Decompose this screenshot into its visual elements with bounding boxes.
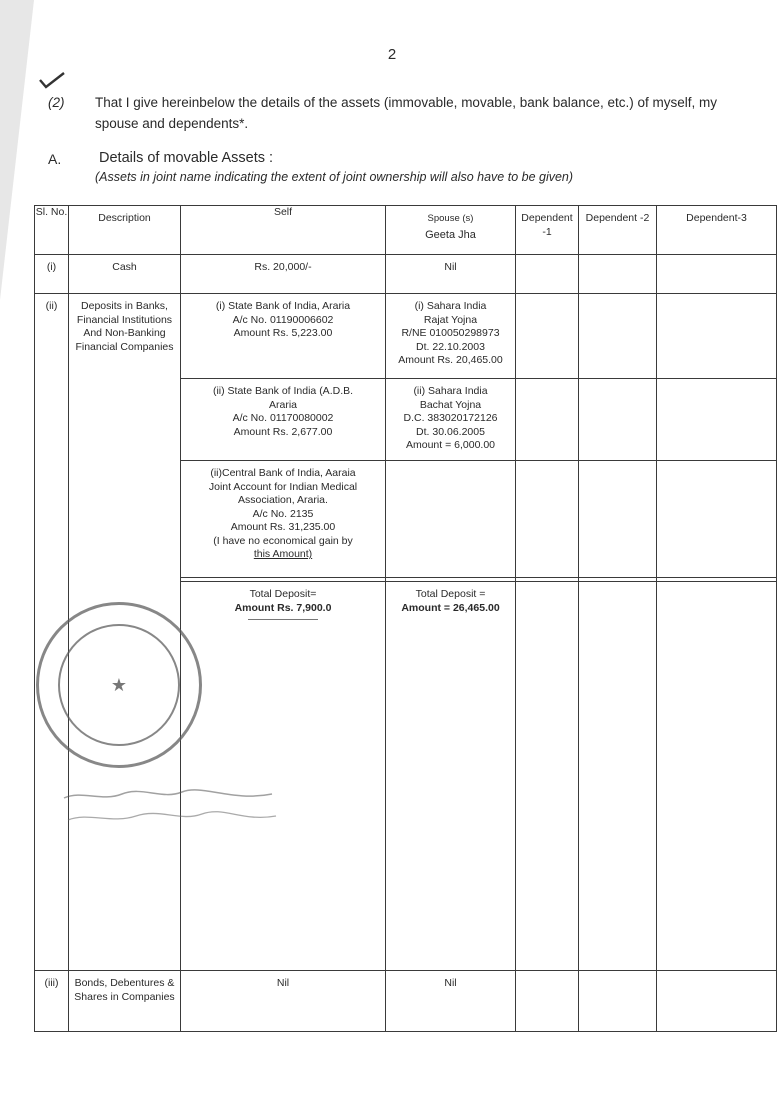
deposits-sl: (ii) xyxy=(35,294,69,971)
self-deposit-3-line: Association, Araria. xyxy=(238,494,328,506)
row-cash xyxy=(35,255,777,294)
header-spouse xyxy=(386,206,516,255)
self-deposit-3-line: (I have no economical gain by xyxy=(213,534,353,547)
spouse-deposit-1-line: Dt. 22.10.2003 xyxy=(416,340,485,353)
spouse-deposit-2-line: (ii) Sahara India xyxy=(413,385,488,397)
cash-spouse: Nil xyxy=(386,255,516,294)
deposits-dependent-3 xyxy=(657,294,777,379)
deposits-dependent-1 xyxy=(516,461,579,578)
spouse-total-value: Amount = 26,465.00 xyxy=(401,601,500,614)
spouse-deposit-1-line: (i) Sahara India xyxy=(414,300,487,312)
handwritten-annotation xyxy=(62,780,282,828)
spouse-deposit-entry-1 xyxy=(386,294,516,379)
self-deposit-entry-1 xyxy=(181,294,386,379)
deposits-dependent-2 xyxy=(579,461,657,578)
row-deposits-entry-1 xyxy=(35,294,777,379)
spouse-deposit-2-line: Amount = 6,000.00 xyxy=(405,439,496,451)
deposits-dependent-2 xyxy=(579,582,657,971)
deposits-dependent-3 xyxy=(657,582,777,971)
bonds-spouse: Nil xyxy=(386,971,516,1032)
page-number: 2 xyxy=(387,46,397,63)
self-deposit-2-line: Araria xyxy=(268,398,297,411)
spouse-deposit-entry-3-empty xyxy=(386,461,516,578)
bonds-self: Nil xyxy=(181,971,386,1032)
cash-dependent-3 xyxy=(657,255,777,294)
header-dependent-1: Dependent -1 xyxy=(516,206,579,255)
section-note: (Assets in joint name indicating the extent of joint ownership will also have to be given) xyxy=(95,170,574,184)
deposits-dependent-1 xyxy=(516,582,579,971)
pen-underline xyxy=(248,619,318,620)
self-deposit-3-line: this Amount) xyxy=(253,548,313,560)
bonds-dependent-3 xyxy=(657,971,777,1032)
deposits-description: Deposits in Banks, Financial Institutions And Non-Banking Financial Companies xyxy=(69,294,181,971)
header-dependent-2: Dependent -2 xyxy=(579,206,657,255)
spouse-deposit-2-line: D.C. 383020172126 xyxy=(403,412,498,424)
self-deposit-2-line: (ii) State Bank of India (A.D.B. xyxy=(212,385,354,397)
header-row xyxy=(35,206,777,255)
self-total-label: Total Deposit= xyxy=(249,588,317,600)
spouse-deposit-2-line: Bachat Yojna xyxy=(419,398,482,411)
cash-description: Cash xyxy=(69,255,181,294)
spouse-deposit-1-line: R/NE 010050298973 xyxy=(401,327,500,339)
check-mark-icon xyxy=(36,70,72,92)
self-deposit-entry-2 xyxy=(181,379,386,461)
spouse-total-deposit xyxy=(386,582,516,971)
header-spouse-label: Spouse (s) xyxy=(427,213,474,224)
self-deposit-2-line: Amount Rs. 2,677.00 xyxy=(233,425,333,438)
header-sl-no: Sl. No. xyxy=(35,206,69,255)
section-title: Details of movable Assets : xyxy=(99,150,274,166)
self-deposit-1-line: A/c No. 01190006602 xyxy=(232,313,334,326)
cash-dependent-1 xyxy=(516,255,579,294)
deposits-dependent-3 xyxy=(657,461,777,578)
bonds-dependent-1 xyxy=(516,971,579,1032)
deposits-dependent-2 xyxy=(579,379,657,461)
section-letter: A. xyxy=(48,151,62,167)
official-seal-stamp xyxy=(36,602,202,768)
self-deposit-3-line: Joint Account for Indian Medical xyxy=(208,480,358,493)
deposits-dependent-1 xyxy=(516,379,579,461)
cash-dependent-2 xyxy=(579,255,657,294)
paragraph-number: (2) xyxy=(48,95,65,110)
spouse-deposit-2-line: Dt. 30.06.2005 xyxy=(416,425,485,438)
paragraph-text: That I give hereinbelow the details of the assets (immovable, movable, bank balance, etc.) of myself, my spouse and dependents*. xyxy=(95,95,718,131)
row-bonds xyxy=(35,971,777,1032)
cash-self: Rs. 20,000/- xyxy=(181,255,386,294)
page-edge-shadow xyxy=(0,0,34,300)
spouse-deposit-entry-2 xyxy=(386,379,516,461)
bonds-sl: (iii) xyxy=(35,971,69,1032)
header-self: Self xyxy=(181,206,386,255)
self-deposit-1-line: Amount Rs. 5,223.00 xyxy=(233,327,333,339)
spouse-deposit-1-line: Rajat Yojna xyxy=(423,313,478,326)
self-deposit-3-line: (ii)Central Bank of India, Aaraia xyxy=(210,467,356,479)
self-total-deposit xyxy=(181,582,386,971)
header-description: Description xyxy=(69,206,181,255)
cash-sl: (i) xyxy=(35,255,69,294)
bonds-dependent-2 xyxy=(579,971,657,1032)
self-deposit-3-line: Amount Rs. 31,235.00 xyxy=(230,521,336,533)
seal-emblem-icon: ★ xyxy=(58,624,180,746)
self-deposit-entry-3 xyxy=(181,461,386,578)
deposits-dependent-1 xyxy=(516,294,579,379)
self-deposit-3-line: A/c No. 2135 xyxy=(252,507,314,520)
deposits-dependent-2 xyxy=(579,294,657,379)
header-dependent-3: Dependent-3 xyxy=(657,206,777,255)
spouse-deposit-1-line: Amount Rs. 20,465.00 xyxy=(398,354,503,366)
bonds-description: Bonds, Debentures & Shares in Companies xyxy=(69,971,181,1032)
header-spouse-name: Geeta Jha xyxy=(425,228,476,241)
self-total-value: Amount Rs. 7,900.0 xyxy=(234,601,332,614)
self-deposit-1-line: (i) State Bank of India, Araria xyxy=(215,300,351,312)
self-deposit-2-line: A/c No. 01170080002 xyxy=(232,412,334,424)
deposits-dependent-3 xyxy=(657,379,777,461)
spouse-total-label: Total Deposit = xyxy=(415,588,486,600)
